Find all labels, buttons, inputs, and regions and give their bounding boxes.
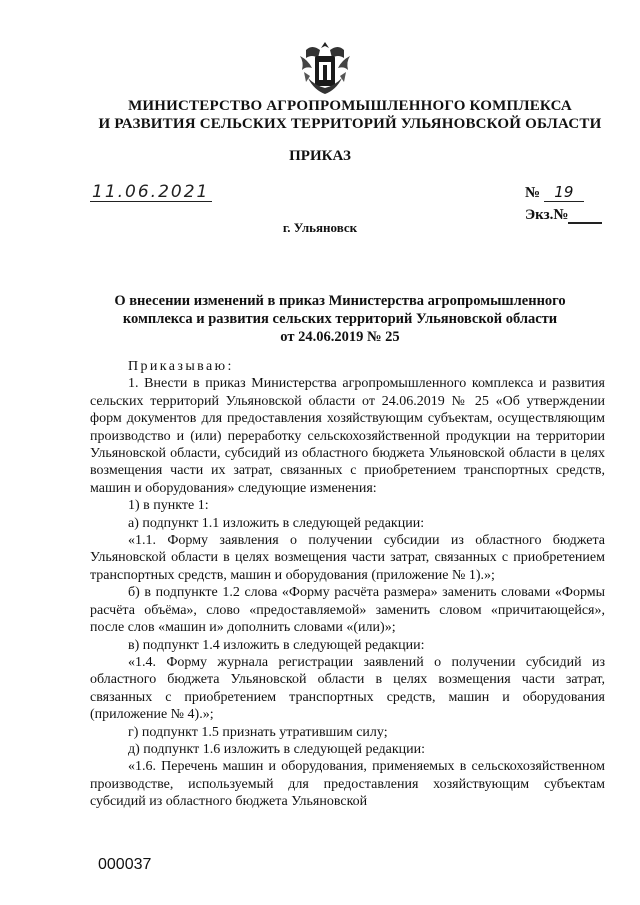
document-date: 11.06.2021 <box>92 182 210 202</box>
ministry-name-line1: МИНИСТЕРСТВО АГРОПРОМЫШЛЕННОГО КОМПЛЕКСА <box>128 98 572 114</box>
document-number-block <box>525 180 602 224</box>
subject-line1: О внесении изменений в приказ Министерства агропромышленного <box>114 293 566 309</box>
subject-line2: комплекса и развития сельских территорий Ульяновской области <box>122 311 558 327</box>
body-paragraph: «1.4. Форму журнала регистрации заявлений о получении субсидий из областного бюджета Ульяновской области в целях возмещения части затрат, связанных с приобретением транспортных средств, машин и оборудования (приложение № 4).»; <box>90 654 605 723</box>
coat-of-arms-icon <box>298 38 352 96</box>
document-title: ПРИКАЗ <box>289 148 351 164</box>
body-paragraph: б) в подпункте 1.2 слова «Форму расчёта размера» заменить словами «Формы расчёта объёма», слово «предоставляемой» заменить словом «причитающейся», после слов «машин и» дополнить словами «(или)»; <box>90 585 605 636</box>
body-paragraph: д) подпункт 1.6 изложить в следующей редакции: <box>128 741 425 757</box>
document-body <box>90 358 605 811</box>
body-paragraph: «1.1. Форму заявления о получении субсидии из областного бюджета Ульяновской области в целях возмещения части затрат, связанных с приобретением транспортных средств, машин и оборудования (приложение № 1).»; <box>90 533 605 583</box>
document-subject <box>80 292 600 346</box>
number-label: № <box>525 185 541 201</box>
body-paragraph: «1.6. Перечень машин и оборудования, применяемых в сельскохозяйственном производстве, используемый для предоставления хозяйствующим субъектам субсидий из областного бюджета Ульяновской <box>90 759 605 810</box>
document-number-row <box>525 180 602 202</box>
body-paragraph: а) подпункт 1.1 изложить в следующей редакции: <box>128 515 425 531</box>
body-paragraph: г) подпункт 1.5 признать утратившим силу; <box>128 724 388 740</box>
document-number: 19 <box>544 183 584 202</box>
subject-line3: от 24.06.2019 № 25 <box>280 329 400 345</box>
ministry-name-line2: И РАЗВИТИЯ СЕЛЬСКИХ ТЕРРИТОРИЙ УЛЬЯНОВСКОЙ ОБЛАСТИ <box>98 116 602 132</box>
page-number: 000037 <box>98 856 152 873</box>
body-paragraph: 1) в пункте 1: <box>128 498 209 514</box>
body-paragraph: Приказываю: <box>128 359 234 374</box>
body-paragraph: 1. Внести в приказ Министерства агропромышленного комплекса и развития сельских территорий Ульяновской области от 24.06.2019 № 25 «Об утверждении форм документов для предоставления хозяйствующим субъектам, осуществляющим производство и (или) переработку сельскохозяйственной продукции на территории Ульяновской области, субсидий из областного бюджета Ульяновской области в целях возмещения части их затрат, связанных с приобретением транспортных средств, машин и оборудования» следующие изменения: <box>90 376 605 496</box>
city-name: г. Ульяновск <box>282 220 358 235</box>
copy-label: Экз.№ <box>525 207 569 223</box>
body-paragraph: в) подпункт 1.4 изложить в следующей редакции: <box>128 637 425 653</box>
date-underline <box>90 201 212 202</box>
